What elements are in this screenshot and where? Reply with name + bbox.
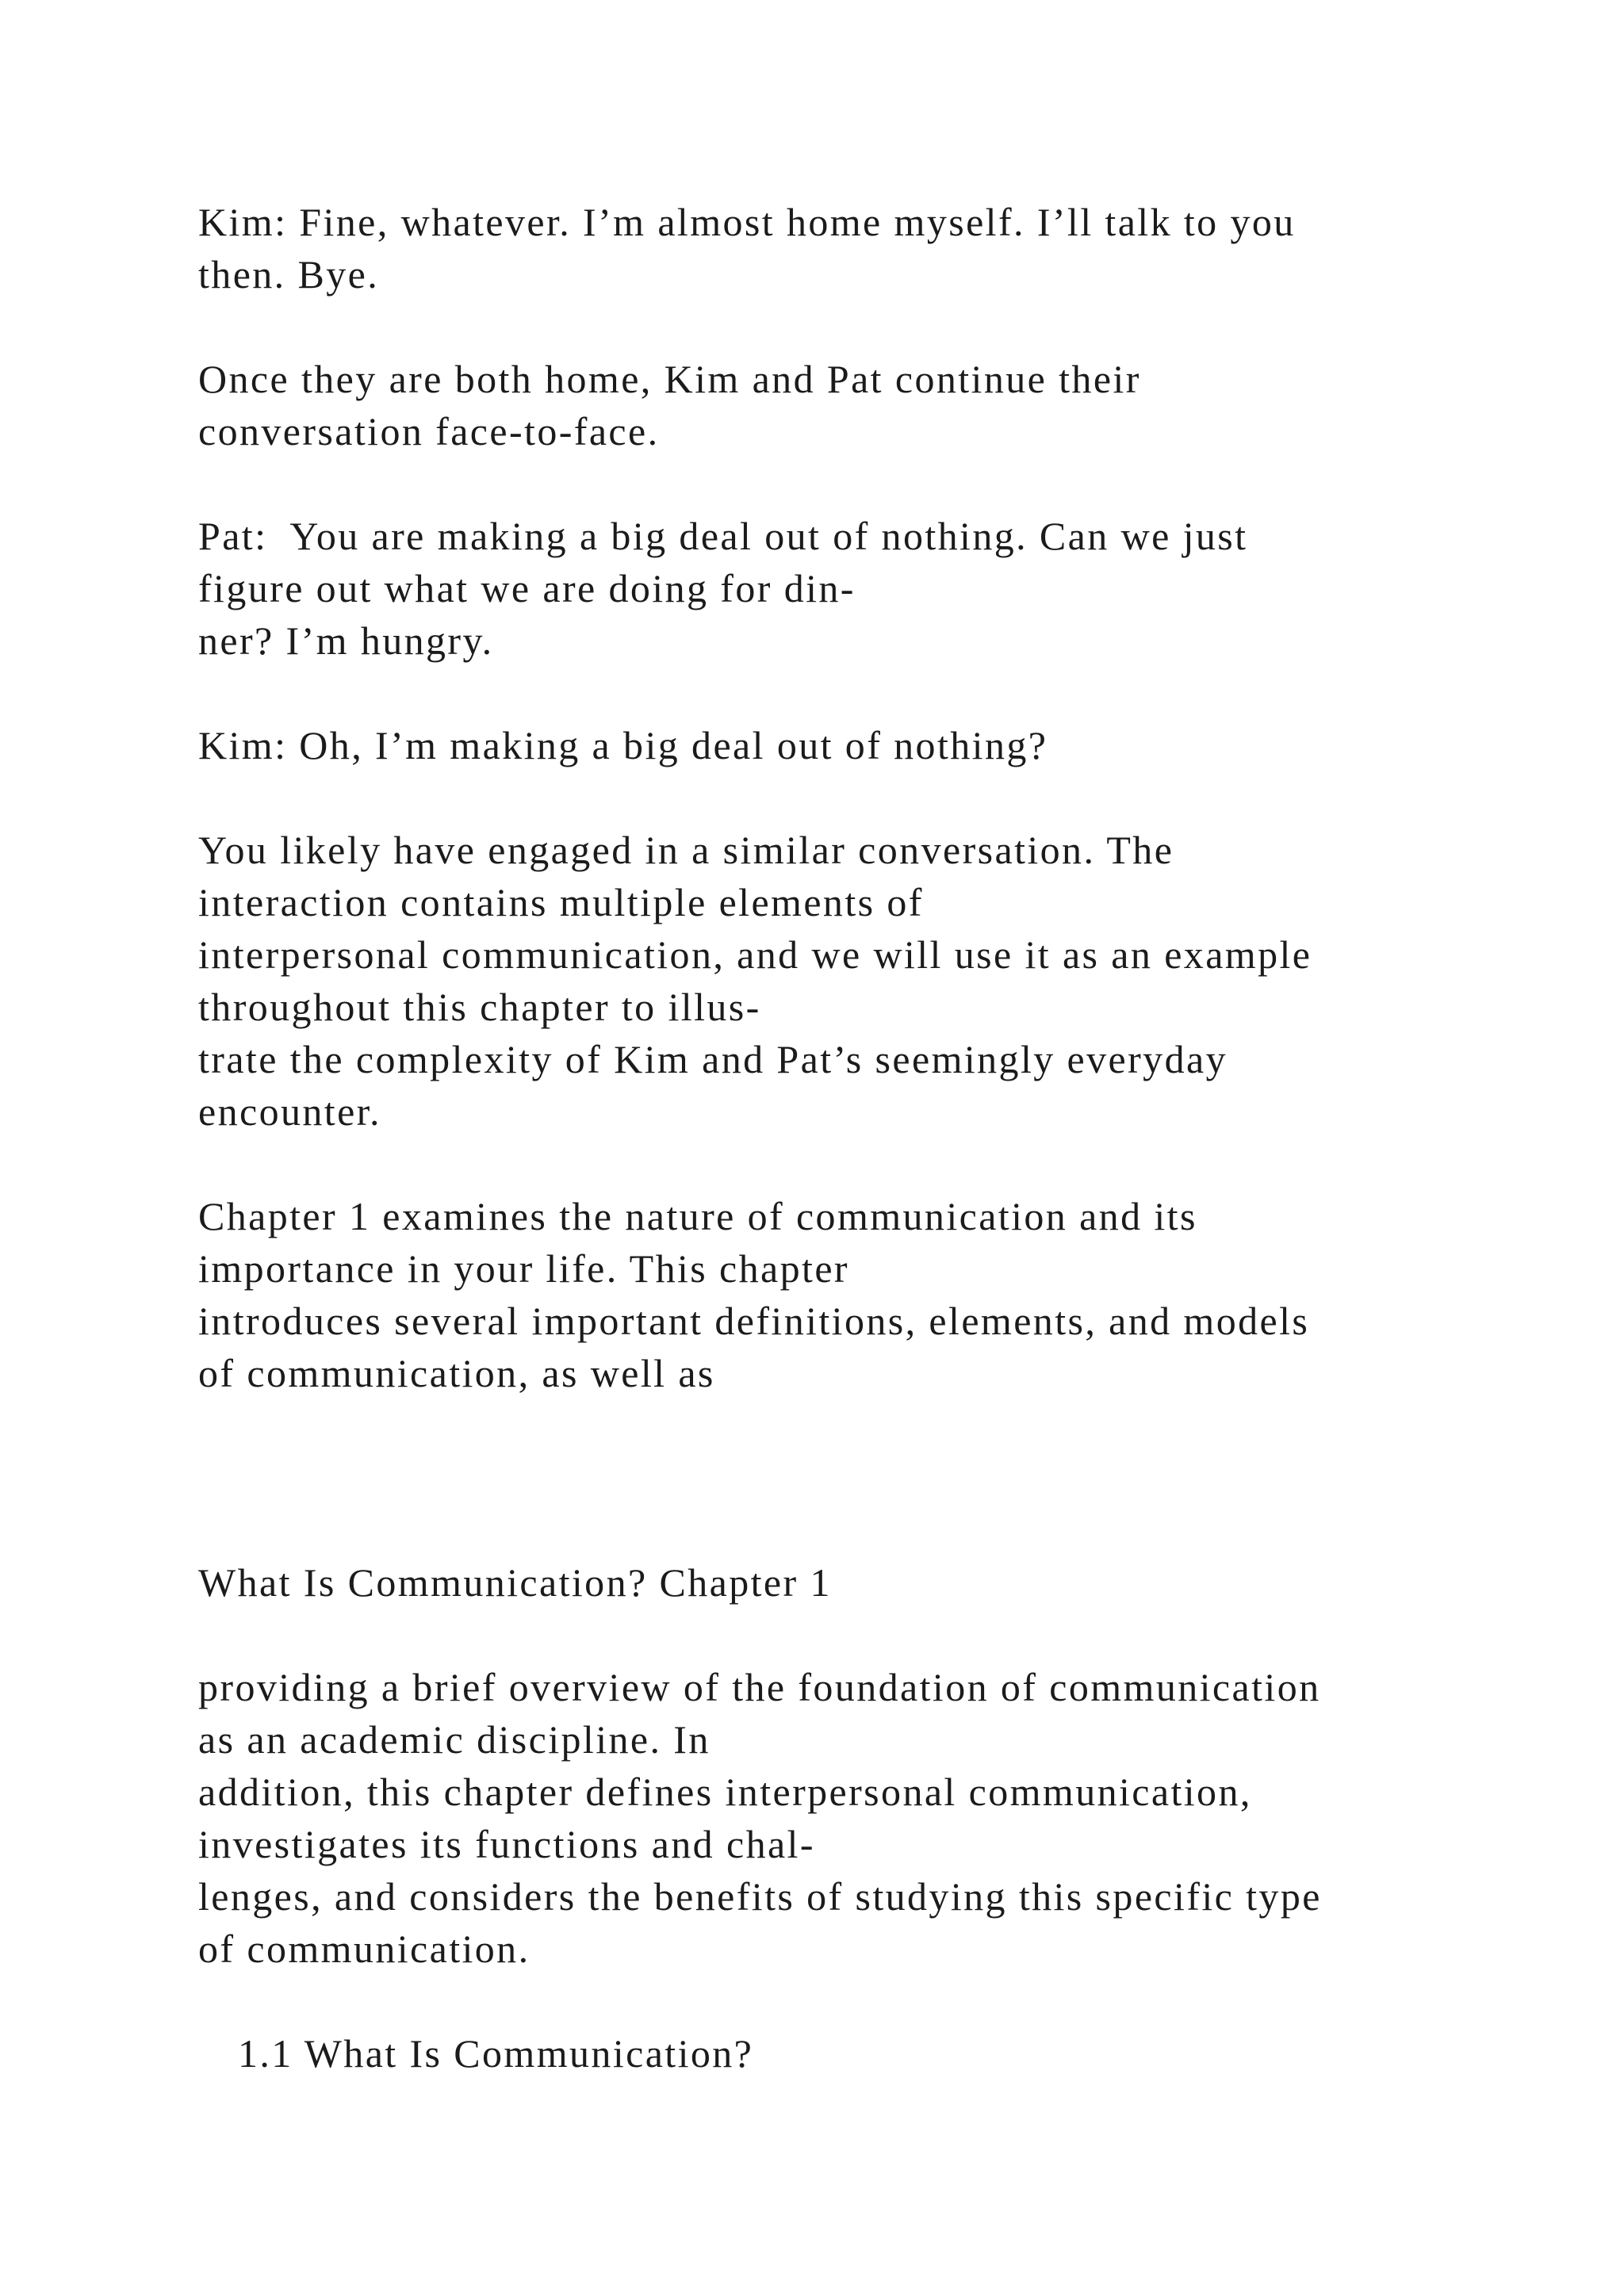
text-line: conversation face-to-face. [198,409,660,453]
text-line: importance in your life. This chapter [198,1246,849,1291]
text-line: You likely have engaged in a similar conversation. The [198,828,1174,872]
dialogue-pat [198,510,1546,667]
text-line: Chapter 1 examines the nature of communication and its [198,1194,1197,1238]
body-paragraph [198,824,1546,1138]
text-line: encounter. [198,1089,381,1134]
body-paragraph [198,1190,1546,1399]
text-line: interpersonal communication, and we will use it as an example [198,932,1312,977]
text-line: providing a brief overview of the foundation of communication [198,1665,1321,1709]
text-line: 1.1 What Is Communication? [238,2031,754,2076]
text-line: Pat: You are making a big deal out of nothing. Can we just [198,514,1248,558]
text-line: investigates its functions and chal- [198,1822,815,1866]
text-line: throughout this chapter to illus- [198,985,761,1029]
body-paragraph [198,1661,1546,1975]
text-line: as an academic discipline. In [198,1717,710,1762]
dialogue-kim-bye [198,196,1546,300]
text-line: trate the complexity of Kim and Pat’s seemingly everyday [198,1037,1228,1081]
text-line: figure out what we are doing for din- [198,566,856,610]
dialogue-kim-reply [198,719,1546,771]
text-line: ner? I’m hungry. [198,618,494,663]
running-header [198,1556,1546,1609]
narration-paragraph [198,353,1546,457]
text-line: then. Bye. [198,252,380,297]
text-line: of communication. [198,1927,530,1971]
text-line: interaction contains multiple elements of [198,880,924,924]
text-line: introduces several important definitions, elements, and models [198,1299,1310,1343]
section-heading [238,2027,1586,2080]
text-line: Once they are both home, Kim and Pat continue their [198,357,1141,401]
text-line: of communication, as well as [198,1351,715,1395]
text-line: Kim: Oh, I’m making a big deal out of nothing? [198,723,1048,767]
text-line: What Is Communication? Chapter 1 [198,1560,832,1605]
text-line: lenges, and considers the benefits of studying this specific type [198,1874,1322,1919]
text-line: addition, this chapter defines interpersonal communication, [198,1770,1252,1814]
text-line: Kim: Fine, whatever. I’m almost home myself. I’ll talk to you [198,200,1296,244]
